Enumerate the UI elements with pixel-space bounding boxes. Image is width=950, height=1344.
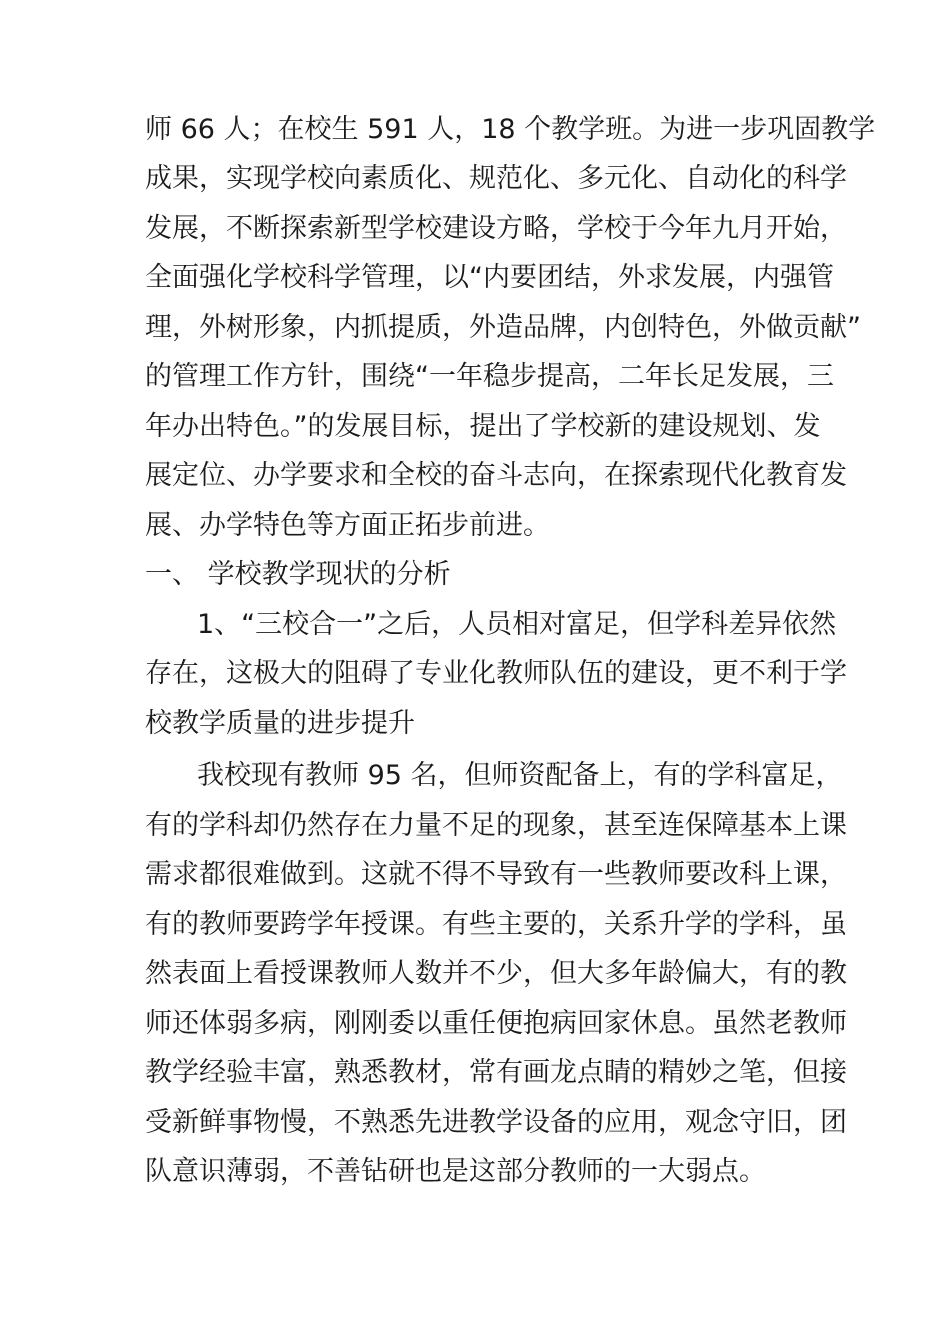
text-line: 师 66 人；在校生 591 人，18 个教学班。为进一步巩固教学 bbox=[145, 114, 876, 145]
text-line: 然表面上看授课教师人数并不少，但大多年龄偏大，有的教 bbox=[145, 958, 847, 989]
text-line: 有的学科却仍然存在力量不足的现象，甚至连保障基本上课 bbox=[145, 810, 847, 841]
text-line: 需求都很难做到。这就不得不导致有一些教师要改科上课， bbox=[145, 859, 847, 890]
text-line: 1、“三校合一”之后，人员相对富足，但学科差异依然 bbox=[197, 609, 837, 640]
text-line: 展、办学特色等方面正拓步前进。 bbox=[145, 510, 550, 541]
text-line: 发展，不断探索新型学校建设方略，学校于今年九月开始， bbox=[145, 213, 847, 244]
text-line: 教学经验丰富，熟悉教材，常有画龙点睛的精妙之笔，但接 bbox=[145, 1057, 847, 1088]
text-line: 理，外树形象，内抓提质，外造品牌，内创特色，外做贡献” bbox=[145, 312, 861, 343]
text-line: 存在，这极大的阻碍了专业化教师队伍的建设，更不利于学 bbox=[145, 658, 847, 689]
text-line: 校教学质量的进步提升 bbox=[145, 708, 415, 739]
text-line: 年办出特色。”的发展目标，提出了学校新的建设规划、发 bbox=[145, 411, 821, 442]
section-heading: 一、 学校教学现状的分析 bbox=[145, 559, 451, 590]
text-line: 师还体弱多病，刚刚委以重任便抱病回家休息。虽然老教师 bbox=[145, 1008, 847, 1039]
text-line: 全面强化学校科学管理，以“内要团结，外求发展，内强管 bbox=[145, 262, 834, 293]
text-line: 有的教师要跨学年授课。有些主要的，关系升学的学科，虽 bbox=[145, 909, 847, 940]
text-line: 我校现有教师 95 名，但师资配备上，有的学科富足， bbox=[197, 760, 843, 791]
text-line: 的管理工作方针，围绕“一年稳步提高，二年长足发展，三 bbox=[145, 361, 834, 392]
text-line: 受新鲜事物慢，不熟悉先进教学设备的应用，观念守旧，团 bbox=[145, 1107, 847, 1138]
text-line: 展定位、办学要求和全校的奋斗志向，在探索现代化教育发 bbox=[145, 460, 847, 491]
text-line: 队意识薄弱，不善钻研也是这部分教师的一大弱点。 bbox=[145, 1156, 766, 1187]
text-line: 成果，实现学校向素质化、规范化、多元化、自动化的科学 bbox=[145, 163, 847, 194]
